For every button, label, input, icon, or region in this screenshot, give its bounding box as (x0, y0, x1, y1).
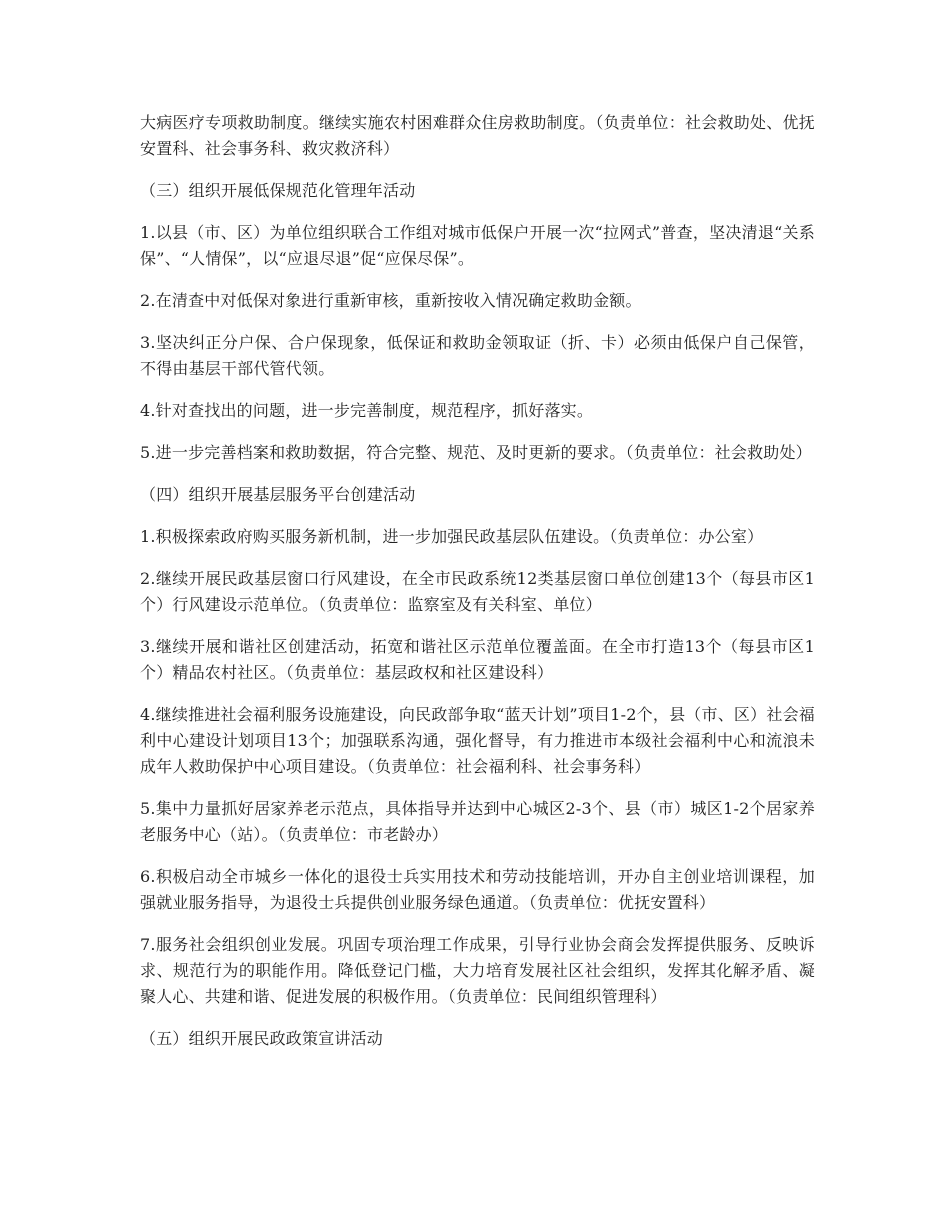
list-item-4-7: 7.服务社会组织创业发展。巩固专项治理工作成果，引导行业协会商会发挥提供服务、反映诉求、规范行为的职能作用。降低登记门槛，大力培育发展社区社会组织，发挥其化解矛盾、凝聚人心、共建和谐、促进发展的积极作用。（负责单位：民间组织管理科） (140, 935, 815, 1006)
section-heading-3: （三）组织开展低保规范化管理年活动 (140, 181, 416, 200)
section-heading-4: （四）组织开展基层服务平台创建活动 (140, 485, 416, 504)
list-item-4-3: 3.继续开展和谐社区创建活动，拓宽和谐社区示范单位覆盖面。在全市打造13个（每县市区1个）精品农村社区。（负责单位：基层政权和社区建设科） (140, 637, 815, 682)
list-item-3-4: 4.针对查找出的问题，进一步完善制度，规范程序，抓好落实。 (140, 401, 594, 420)
section-heading-5: （五）组织开展民政政策宣讲活动 (140, 1029, 384, 1048)
list-item-4-5: 5.集中力量抓好居家养老示范点，具体指导并达到中心城区2-3个、县（市）城区1-2个居家养老服务中心（站）。（负责单位：市老龄办） (140, 799, 815, 844)
list-item-3-1: 1.以县（市、区）为单位组织联合工作组对城市低保户开展一次“拉网式”普查，坚决清退“关系保”、“人情保”，以“应退尽退”促“应保尽保”。 (140, 223, 815, 268)
paragraph-continuation: 大病医疗专项救助制度。继续实施农村困难群众住房救助制度。（负责单位：社会救助处、优抚安置科、社会事务科、救灾救济科） (140, 113, 815, 158)
document-page (140, 110, 815, 1068)
list-item-3-2: 2.在清查中对低保对象进行重新审核，重新按收入情况确定救助金额。 (140, 291, 642, 310)
list-item-3-3: 3.坚决纠正分户保、合户保现象，低保证和救助金领取证（折、卡）必须由低保户自己保管，不得由基层干部代管代领。 (140, 333, 815, 378)
list-item-4-1: 1.积极探索政府购买服务新机制，进一步加强民政基层队伍建设。（负责单位：办公室） (140, 527, 764, 546)
list-item-4-6: 6.积极启动全市城乡一体化的退役士兵实用技术和劳动技能培训，开办自主创业培训课程，加强就业服务指导，为退役士兵提供创业服务绿色通道。（负责单位：优抚安置科） (140, 867, 815, 912)
list-item-4-4: 4.继续推进社会福利服务设施建设，向民政部争取“蓝天计划”项目1-2个，县（市、区）社会福利中心建设计划项目13个；加强联系沟通，强化督导，有力推进市本级社会福利中心和流浪未成年人救助保护中心项目建设。（负责单位：社会福利科、社会事务科） (140, 705, 815, 776)
list-item-3-5: 5.进一步完善档案和救助数据，符合完整、规范、及时更新的要求。（负责单位：社会救助处） (140, 443, 812, 462)
list-item-4-2: 2.继续开展民政基层窗口行风建设，在全市民政系统12类基层窗口单位创建13个（每县市区1个）行风建设示范单位。（负责单位：监察室及有关科室、单位） (140, 569, 815, 614)
